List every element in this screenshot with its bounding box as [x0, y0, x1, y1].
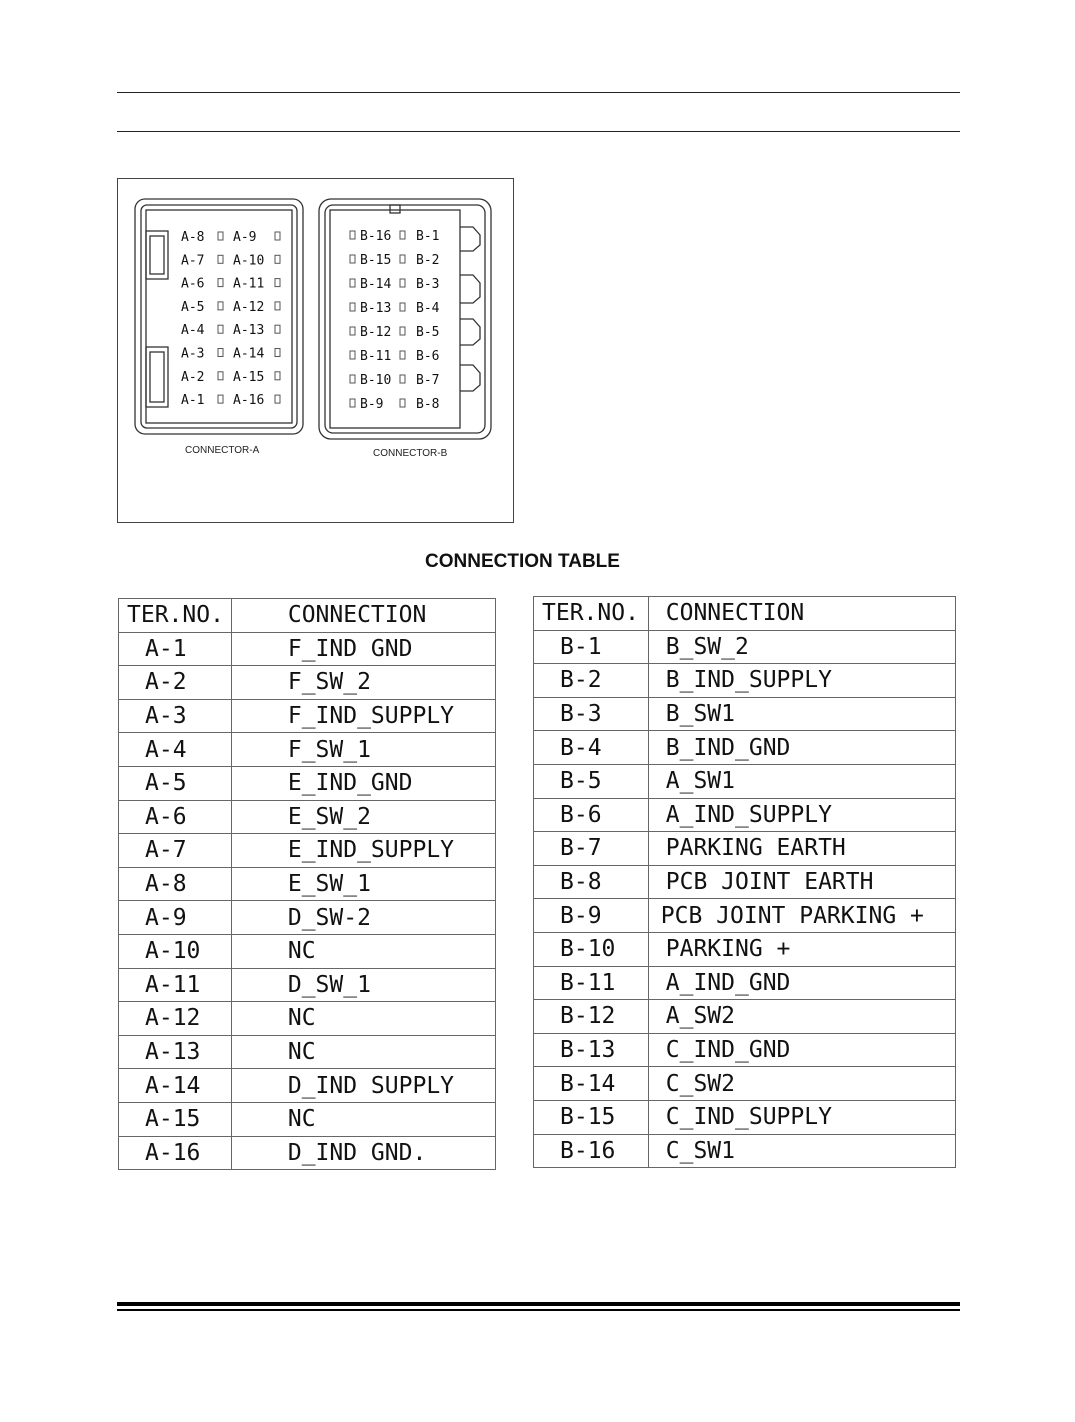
- connection-name: A_SW1: [648, 764, 955, 798]
- pin-contact: [218, 349, 223, 357]
- terminal-number: A-4: [119, 733, 232, 767]
- connection-name: PCB JOINT PARKING +: [648, 899, 955, 933]
- pin-label: A-11: [233, 276, 265, 292]
- pin-contact: [218, 255, 223, 263]
- connector-a-pins: [181, 230, 280, 408]
- terminal-number: A-15: [119, 1102, 232, 1136]
- footer-rule-thin: [117, 1309, 960, 1311]
- connection-name: C_IND_GND: [648, 1033, 955, 1067]
- connection-name: B_IND_SUPPLY: [648, 664, 955, 698]
- connection-name: D_IND GND.: [231, 1136, 495, 1170]
- connection-name: A_IND_SUPPLY: [648, 798, 955, 832]
- table-row: [534, 1134, 956, 1168]
- pin-label: B-14: [360, 277, 392, 292]
- pin-contact: [275, 255, 280, 263]
- connector-b-pins: [350, 229, 440, 412]
- pin-contact: [275, 279, 280, 287]
- pin-contact: [350, 375, 355, 383]
- pin-label: B-7: [416, 373, 440, 388]
- connection-name: F_IND GND: [231, 632, 495, 666]
- terminal-number: A-1: [119, 632, 232, 666]
- pin-label: B-3: [416, 277, 440, 292]
- table-row: [119, 1069, 496, 1103]
- terminal-number: A-3: [119, 699, 232, 733]
- pin-contact: [400, 399, 405, 407]
- table-row: [534, 664, 956, 698]
- connection-table-a: [118, 598, 496, 1170]
- table-row: [119, 1002, 496, 1036]
- table-header-row: [119, 599, 496, 633]
- pin-label: B-9: [360, 397, 384, 412]
- connector-diagram: [117, 178, 514, 523]
- header-rule-bottom: [117, 131, 960, 132]
- pin-contact: [400, 255, 405, 263]
- terminal-number: A-7: [119, 834, 232, 868]
- table-row: [119, 968, 496, 1002]
- connection-name: D_IND SUPPLY: [231, 1069, 495, 1103]
- terminal-number: B-5: [534, 764, 649, 798]
- pin-label: B-4: [416, 301, 440, 316]
- table-row: [534, 1067, 956, 1101]
- terminal-number: A-16: [119, 1136, 232, 1170]
- pin-label: B-16: [360, 229, 392, 244]
- table-row: [119, 867, 496, 901]
- table-row: [534, 1100, 956, 1134]
- pin-contact: [275, 349, 280, 357]
- pin-contact: [218, 302, 223, 310]
- connection-name: E_IND_GND: [231, 766, 495, 800]
- table-header-row: [534, 597, 956, 631]
- pin-label: B-11: [360, 349, 392, 364]
- connection-name: B_SW1: [648, 697, 955, 731]
- pin-label: B-1: [416, 229, 440, 244]
- terminal-number: B-6: [534, 798, 649, 832]
- table-row: [534, 966, 956, 1000]
- pin-contact: [218, 372, 223, 380]
- terminal-number: A-10: [119, 934, 232, 968]
- terminal-number: B-2: [534, 664, 649, 698]
- pin-label: B-12: [360, 325, 392, 340]
- pin-contact: [218, 279, 223, 287]
- pin-contact: [275, 302, 280, 310]
- table-row: [119, 800, 496, 834]
- table-row: [119, 699, 496, 733]
- terminal-number: B-7: [534, 832, 649, 866]
- terminal-number: B-12: [534, 1000, 649, 1034]
- table-row: [534, 832, 956, 866]
- connection-name: B_IND_GND: [648, 731, 955, 765]
- connection-name: D_SW-2: [231, 901, 495, 935]
- table-row: [119, 733, 496, 767]
- table-row: [119, 1136, 496, 1170]
- pin-label: A-5: [181, 299, 205, 315]
- connection-name: C_IND_SUPPLY: [648, 1100, 955, 1134]
- pin-label: A-14: [233, 346, 265, 362]
- table-row: [534, 798, 956, 832]
- header-ter-no: TER.NO.: [119, 599, 232, 633]
- pin-contact: [350, 303, 355, 311]
- connection-name: A_SW2: [648, 1000, 955, 1034]
- terminal-number: A-14: [119, 1069, 232, 1103]
- pin-label: A-3: [181, 346, 205, 362]
- pin-contact: [275, 325, 280, 333]
- pin-contact: [218, 232, 223, 240]
- terminal-number: A-13: [119, 1035, 232, 1069]
- table-row: [534, 630, 956, 664]
- terminal-number: A-2: [119, 666, 232, 700]
- table-row: [119, 901, 496, 935]
- connection-name: C_SW2: [648, 1067, 955, 1101]
- pin-contact: [400, 231, 405, 239]
- terminal-number: B-8: [534, 865, 649, 899]
- table-row: [119, 1102, 496, 1136]
- header-rule-top: [117, 92, 960, 93]
- connection-name: F_SW_2: [231, 666, 495, 700]
- header-ter-no: TER.NO.: [534, 597, 649, 631]
- terminal-number: B-11: [534, 966, 649, 1000]
- pin-label: A-16: [233, 393, 265, 409]
- pin-contact: [400, 327, 405, 335]
- table-row: [119, 1035, 496, 1069]
- pin-label: B-8: [416, 397, 440, 412]
- table-row: [534, 697, 956, 731]
- pin-label: A-1: [181, 393, 205, 409]
- terminal-number: B-13: [534, 1033, 649, 1067]
- connector-a-housing: [135, 199, 303, 434]
- table-row: [119, 632, 496, 666]
- connection-name: PARKING EARTH: [648, 832, 955, 866]
- connector-a-label: CONNECTOR-A: [185, 445, 260, 456]
- pin-label: A-4: [181, 323, 205, 339]
- pin-label: A-2: [181, 369, 205, 385]
- pin-contact: [350, 231, 355, 239]
- connection-name: A_IND_GND: [648, 966, 955, 1000]
- pin-label: A-12: [233, 299, 265, 315]
- table-row: [119, 834, 496, 868]
- connection-name: E_SW_1: [231, 867, 495, 901]
- table-row: [119, 666, 496, 700]
- pin-contact: [350, 255, 355, 263]
- pin-contact: [400, 375, 405, 383]
- table-row: [534, 1000, 956, 1034]
- pin-contact: [350, 399, 355, 407]
- pin-label: A-7: [181, 253, 205, 269]
- header-connection: CONNECTION: [648, 597, 955, 631]
- connection-name: PARKING +: [648, 932, 955, 966]
- table-title: CONNECTION TABLE: [425, 551, 620, 572]
- connector-b-label: CONNECTOR-B: [373, 448, 448, 459]
- table-row: [534, 731, 956, 765]
- terminal-number: A-9: [119, 901, 232, 935]
- pin-label: A-15: [233, 369, 265, 385]
- connection-name: C_SW1: [648, 1134, 955, 1168]
- pin-contact: [275, 395, 280, 403]
- header-connection: CONNECTION: [231, 599, 495, 633]
- table-row: [119, 934, 496, 968]
- pin-label: A-8: [181, 230, 205, 245]
- pin-contact: [218, 395, 223, 403]
- connection-table-b: [533, 596, 956, 1168]
- pin-label: A-6: [181, 276, 205, 292]
- pin-contact: [275, 372, 280, 380]
- connection-name: NC: [231, 1002, 495, 1036]
- terminal-number: A-11: [119, 968, 232, 1002]
- terminal-number: B-10: [534, 932, 649, 966]
- connection-name: D_SW_1: [231, 968, 495, 1002]
- connection-name: E_IND_SUPPLY: [231, 834, 495, 868]
- table-row: [534, 865, 956, 899]
- terminal-number: B-14: [534, 1067, 649, 1101]
- table-row: [534, 932, 956, 966]
- pin-contact: [400, 351, 405, 359]
- connection-name: F_IND_SUPPLY: [231, 699, 495, 733]
- pin-label: A-10: [233, 253, 265, 269]
- connection-name: NC: [231, 1035, 495, 1069]
- terminal-number: B-1: [534, 630, 649, 664]
- pin-contact: [350, 351, 355, 359]
- terminal-number: B-9: [534, 899, 649, 933]
- pin-label: B-6: [416, 349, 440, 364]
- connector-drawing: [118, 179, 515, 524]
- terminal-number: A-6: [119, 800, 232, 834]
- terminal-number: A-12: [119, 1002, 232, 1036]
- pin-label: B-10: [360, 373, 392, 388]
- table-row: [534, 899, 956, 933]
- pin-contact: [350, 279, 355, 287]
- pin-label: B-2: [416, 253, 440, 268]
- pin-label: A-9: [233, 230, 257, 245]
- table-row: [534, 764, 956, 798]
- pin-label: B-5: [416, 325, 440, 340]
- terminal-number: A-5: [119, 766, 232, 800]
- terminal-number: B-3: [534, 697, 649, 731]
- connection-name: NC: [231, 1102, 495, 1136]
- pin-contact: [218, 325, 223, 333]
- connection-name: F_SW_1: [231, 733, 495, 767]
- terminal-number: B-15: [534, 1100, 649, 1134]
- connection-name: PCB JOINT EARTH: [648, 865, 955, 899]
- table-row: [119, 766, 496, 800]
- connection-name: E_SW_2: [231, 800, 495, 834]
- pin-contact: [350, 327, 355, 335]
- pin-contact: [275, 232, 280, 240]
- pin-label: A-13: [233, 323, 265, 339]
- terminal-number: B-4: [534, 731, 649, 765]
- pin-label: B-15: [360, 253, 392, 268]
- connection-name: B_SW_2: [648, 630, 955, 664]
- terminal-number: A-8: [119, 867, 232, 901]
- pin-contact: [400, 303, 405, 311]
- footer-rule-thick: [117, 1302, 960, 1306]
- connection-name: NC: [231, 934, 495, 968]
- table-row: [534, 1033, 956, 1067]
- terminal-number: B-16: [534, 1134, 649, 1168]
- pin-contact: [400, 279, 405, 287]
- pin-label: B-13: [360, 301, 392, 316]
